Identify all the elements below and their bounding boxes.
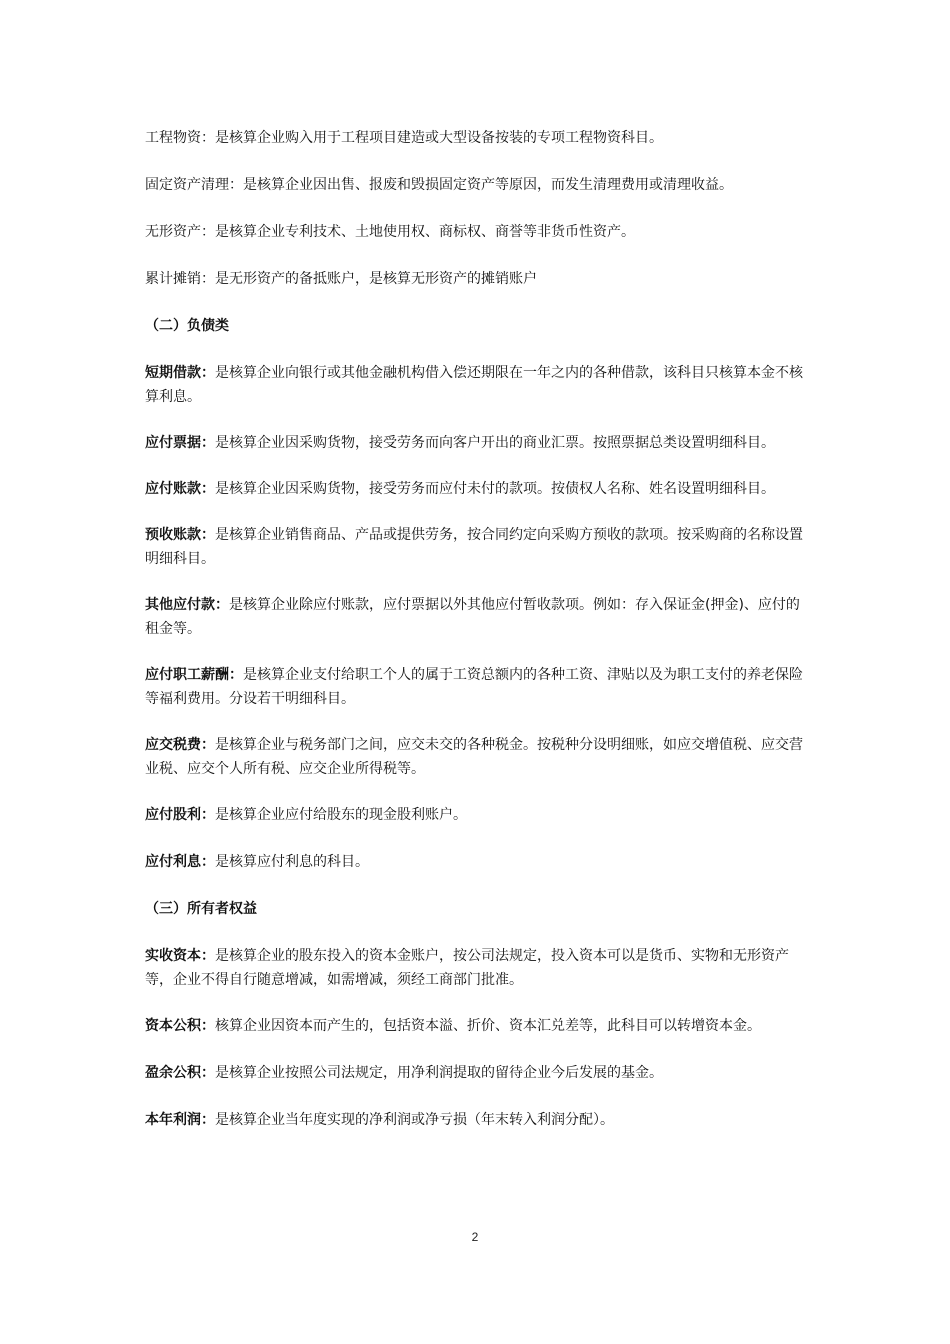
term-label: 预收账款 <box>145 527 201 543</box>
definition-text: 是核算企业因采购货物，接受劳务而向客户开出的商业汇票。按照票据总类设置明细科目。 <box>215 435 775 451</box>
term-label: 短期借款 <box>145 365 201 381</box>
definition-text: 是核算企业因出售、报废和毁损固定资产等原因，而发生清理费用或清理收益。 <box>243 177 733 193</box>
term-label: 盈余公积 <box>145 1065 201 1081</box>
term-label: 应付票据 <box>145 435 201 451</box>
paragraph-other-payables: 其他应付款：是核算企业除应付账款，应付票据以外其他应付暂收款项。例如：存入保证金(押金)、应付的租金等。 <box>145 597 800 637</box>
term-label: 应付账款 <box>145 481 201 497</box>
definition-text: 是无形资产的备抵账户，是核算无形资产的摊销账户 <box>215 271 537 287</box>
definition-text: 核算企业因资本而产生的，包括资本溢、折价、资本汇兑差等，此科目可以转增资本金。 <box>215 1018 761 1034</box>
term-label: 实收资本 <box>145 948 201 964</box>
term-label: 应付股利 <box>145 807 201 823</box>
term-label: 固定资产清理 <box>145 177 229 193</box>
definition-text: 是核算企业购入用于工程项目建造或大型设备按装的专项工程物资科目。 <box>215 130 663 146</box>
paragraph-construction-materials: 工程物资：是核算企业购入用于工程项目建造或大型设备按装的专项工程物资科目。 <box>145 130 663 146</box>
paragraph-short-term-loans: 短期借款：是核算企业向银行或其他金融机构借入偿还期限在一年之内的各种借款，该科目只核算本金不核算利息。 <box>145 365 803 405</box>
paragraph-accumulated-amortization: 累计摊销：是无形资产的备抵账户，是核算无形资产的摊销账户 <box>145 271 537 287</box>
term-label: 无形资产 <box>145 224 201 240</box>
definition-text: 是核算企业支付给职工个人的属于工资总额内的各种工资、津贴以及为职工支付的养老保险等福利费用。分设若干明细科目。 <box>145 667 803 707</box>
term-label: 其他应付款 <box>145 597 215 613</box>
paragraph-intangible-assets: 无形资产：是核算企业专利技术、土地使用权、商标权、商誉等非货币性资产。 <box>145 224 635 240</box>
section-heading-equity: （三）所有者权益 <box>145 901 257 917</box>
definition-text: 是核算企业当年度实现的净利润或净亏损（年末转入利润分配）。 <box>215 1112 614 1128</box>
paragraph-paid-in-capital: 实收资本：是核算企业的股东投入的资本金账户，按公司法规定，投入资本可以是货币、实物和无形资产等，企业不得自行随意增减，如需增减，须经工商部门批准。 <box>145 948 789 988</box>
paragraph-interest-payable: 应付利息：是核算应付利息的科目。 <box>145 854 369 870</box>
definition-text: 是核算企业因采购货物，接受劳务而应付未付的款项。按债权人名称、姓名设置明细科目。 <box>215 481 775 497</box>
definition-text: 是核算企业应付给股东的现金股利账户。 <box>215 807 467 823</box>
paragraph-current-year-profit: 本年利润：是核算企业当年度实现的净利润或净亏损（年末转入利润分配）。 <box>145 1112 614 1128</box>
term-label: 累计摊销 <box>145 271 201 287</box>
definition-text: 是核算企业与税务部门之间，应交未交的各种税金。按税种分设明细账，如应交增值税、应交营业税、应交个人所有税、应交企业所得税等。 <box>145 737 803 777</box>
paragraph-fixed-asset-disposal: 固定资产清理：是核算企业因出售、报废和毁损固定资产等原因，而发生清理费用或清理收益。 <box>145 177 733 193</box>
definition-text: 是核算企业除应付账款，应付票据以外其他应付暂收款项。例如：存入保证金(押金)、应付的租金等。 <box>145 597 800 637</box>
definition-text: 是核算应付利息的科目。 <box>215 854 369 870</box>
definition-text: 是核算企业的股东投入的资本金账户，按公司法规定，投入资本可以是货币、实物和无形资产等，企业不得自行随意增减，如需增减，须经工商部门批准。 <box>145 948 789 988</box>
paragraph-dividends-payable: 应付股利：是核算企业应付给股东的现金股利账户。 <box>145 807 467 823</box>
term-label: 应交税费 <box>145 737 201 753</box>
definition-text: 是核算企业向银行或其他金融机构借入偿还期限在一年之内的各种借款，该科目只核算本金不核算利息。 <box>145 365 803 405</box>
term-label: 应付职工薪酬 <box>145 667 229 683</box>
paragraph-employee-compensation: 应付职工薪酬：是核算企业支付给职工个人的属于工资总额内的各种工资、津贴以及为职工支付的养老保险等福利费用。分设若干明细科目。 <box>145 667 803 707</box>
definition-text: 是核算企业按照公司法规定，用净利润提取的留待企业今后发展的基金。 <box>215 1065 663 1081</box>
term-label: 本年利润 <box>145 1112 201 1128</box>
paragraph-capital-reserve: 资本公积：核算企业因资本而产生的，包括资本溢、折价、资本汇兑差等，此科目可以转增资本金。 <box>145 1018 761 1034</box>
section-heading-liabilities: （二）负债类 <box>145 318 229 334</box>
paragraph-taxes-payable: 应交税费：是核算企业与税务部门之间，应交未交的各种税金。按税种分设明细账，如应交增值税、应交营业税、应交个人所有税、应交企业所得税等。 <box>145 737 803 777</box>
term-label: 工程物资 <box>145 130 201 146</box>
term-label: 资本公积 <box>145 1018 201 1034</box>
term-label: 应付利息 <box>145 854 201 870</box>
page-number: 2 <box>471 1230 479 1244</box>
definition-text: 是核算企业专利技术、土地使用权、商标权、商誉等非货币性资产。 <box>215 224 635 240</box>
paragraph-accounts-payable: 应付账款：是核算企业因采购货物，接受劳务而应付未付的款项。按债权人名称、姓名设置明细科目。 <box>145 481 775 497</box>
paragraph-advances-received: 预收账款：是核算企业销售商品、产品或提供劳务，按合同约定向采购方预收的款项。按采购商的名称设置明细科目。 <box>145 527 803 567</box>
document-body <box>145 126 810 1155</box>
paragraph-surplus-reserve: 盈余公积：是核算企业按照公司法规定，用净利润提取的留待企业今后发展的基金。 <box>145 1065 663 1081</box>
paragraph-notes-payable: 应付票据：是核算企业因采购货物，接受劳务而向客户开出的商业汇票。按照票据总类设置明细科目。 <box>145 435 775 451</box>
definition-text: 是核算企业销售商品、产品或提供劳务，按合同约定向采购方预收的款项。按采购商的名称设置明细科目。 <box>145 527 803 567</box>
